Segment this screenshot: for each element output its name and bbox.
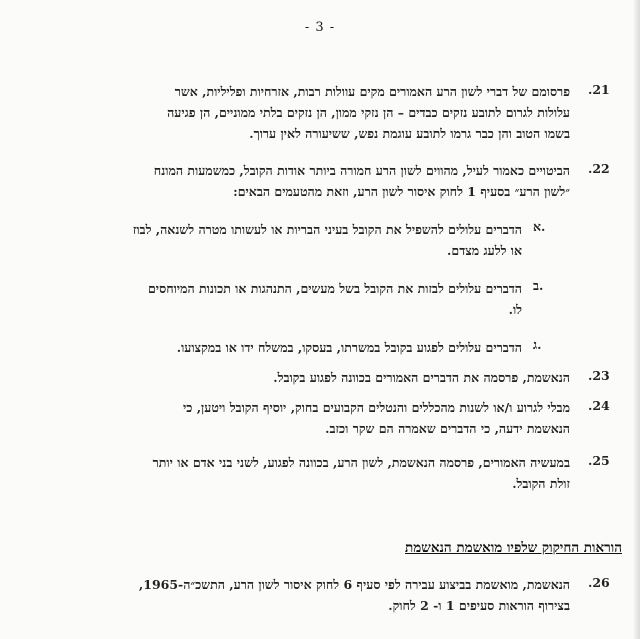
subparagraph-b-line-2: לו. bbox=[508, 302, 522, 317]
paragraph-24-line-1: מבלי לגרוע ו/או לשנות מהכללים והנטלים הקבועים בחוק, יוסיף הקובל ויטען, כי bbox=[182, 400, 570, 415]
subparagraph-label-c: ג. bbox=[533, 337, 542, 352]
paragraph-21-line-2: עלולות לגרום לתובע נזקים כבדים – הן נזקי ממון, הן נזקים בלתי ממוניים, הן פגיעה bbox=[167, 105, 570, 120]
paragraph-23-line-1: הנאשמת, פרסמה את הדברים האמורים בכוונה לפגוע בקובל. bbox=[273, 370, 570, 385]
paragraph-21-line-1: פרסומם של דברי לשון הרע האמורים מקים עוולות רבות, אזרחיות ופליליות, אשר bbox=[174, 84, 570, 99]
paragraph-number-26: .26 bbox=[588, 575, 610, 590]
subparagraph-label-a: א. bbox=[533, 219, 546, 234]
paragraph-number-21: .21 bbox=[588, 82, 610, 97]
paragraph-22-line-2: ״לשון הרע״ בסעיף 1 לחוק איסור לשון הרע, וזאת מהטעמים הבאים: bbox=[233, 184, 570, 199]
subparagraph-a-line-1: הדברים עלולים להשפיל את הקובל בעיני הבריות או לעשותו מטרה לשנאה, לבוז bbox=[132, 222, 522, 237]
paragraph-22-line-1: הביטויים כאמור לעיל, מהווים לשון הרע חמורה ביותר אודות הקובל, כמשמעות המונח bbox=[153, 163, 570, 178]
paragraph-number-24: .24 bbox=[588, 398, 610, 413]
subparagraph-a bbox=[50, 219, 522, 261]
subparagraph-a-line-2: או ללעג מצדם. bbox=[447, 243, 522, 258]
section-heading: הוראות החיקוק שלפיו מואשמת הנאשמת bbox=[405, 540, 622, 556]
scan-edge bbox=[634, 0, 640, 639]
subparagraph-c bbox=[50, 337, 522, 358]
paragraph-26 bbox=[50, 574, 570, 616]
paragraph-25 bbox=[50, 452, 570, 494]
paragraph-25-line-1: במעשיה האמורים, פרסמה הנאשמת, לשון הרע, בכוונה לפגוע, לשני בני אדם או יותר bbox=[152, 455, 570, 470]
subparagraph-label-b: ב. bbox=[533, 278, 544, 293]
subparagraph-b-line-1: הדברים עלולים לבזות את הקובל בשל מעשים, התנהגות או תכונות המיוחסים bbox=[148, 281, 522, 296]
paragraph-22 bbox=[50, 160, 570, 202]
paragraph-23 bbox=[50, 367, 570, 388]
paragraph-number-23: .23 bbox=[588, 368, 610, 383]
paragraph-number-25: .25 bbox=[588, 453, 610, 468]
paragraph-21-line-3: בשמו הטוב והן כבר גרמו לתובע עוגמת נפש, ששיעורה לאין ערוך. bbox=[249, 126, 570, 141]
paragraph-number-22: .22 bbox=[588, 161, 610, 176]
paragraph-24 bbox=[50, 397, 570, 439]
subparagraph-b bbox=[50, 278, 522, 320]
paragraph-24-line-2: הנאשמת ידעה, כי הדברים שאמרה הם שקר וכזב. bbox=[325, 421, 570, 436]
paragraph-26-line-1: הנאשמת, מואשמת בביצוע עבירה לפי סעיף 6 לחוק איסור לשון הרע, התשכ״ה-1965, bbox=[138, 577, 570, 592]
paragraph-26-line-2: בצירוף הוראות סעיפים 1 ו- 2 לחוק. bbox=[388, 598, 570, 613]
paragraph-21 bbox=[50, 81, 570, 144]
page-number: - 3 - bbox=[304, 20, 336, 35]
paragraph-25-line-2: זולת הקובל. bbox=[512, 476, 570, 491]
subparagraph-c-line-1: הדברים עלולים לפגוע בקובל במשרתו, בעסקו, במשלח ידו או במקצועו. bbox=[176, 340, 522, 355]
